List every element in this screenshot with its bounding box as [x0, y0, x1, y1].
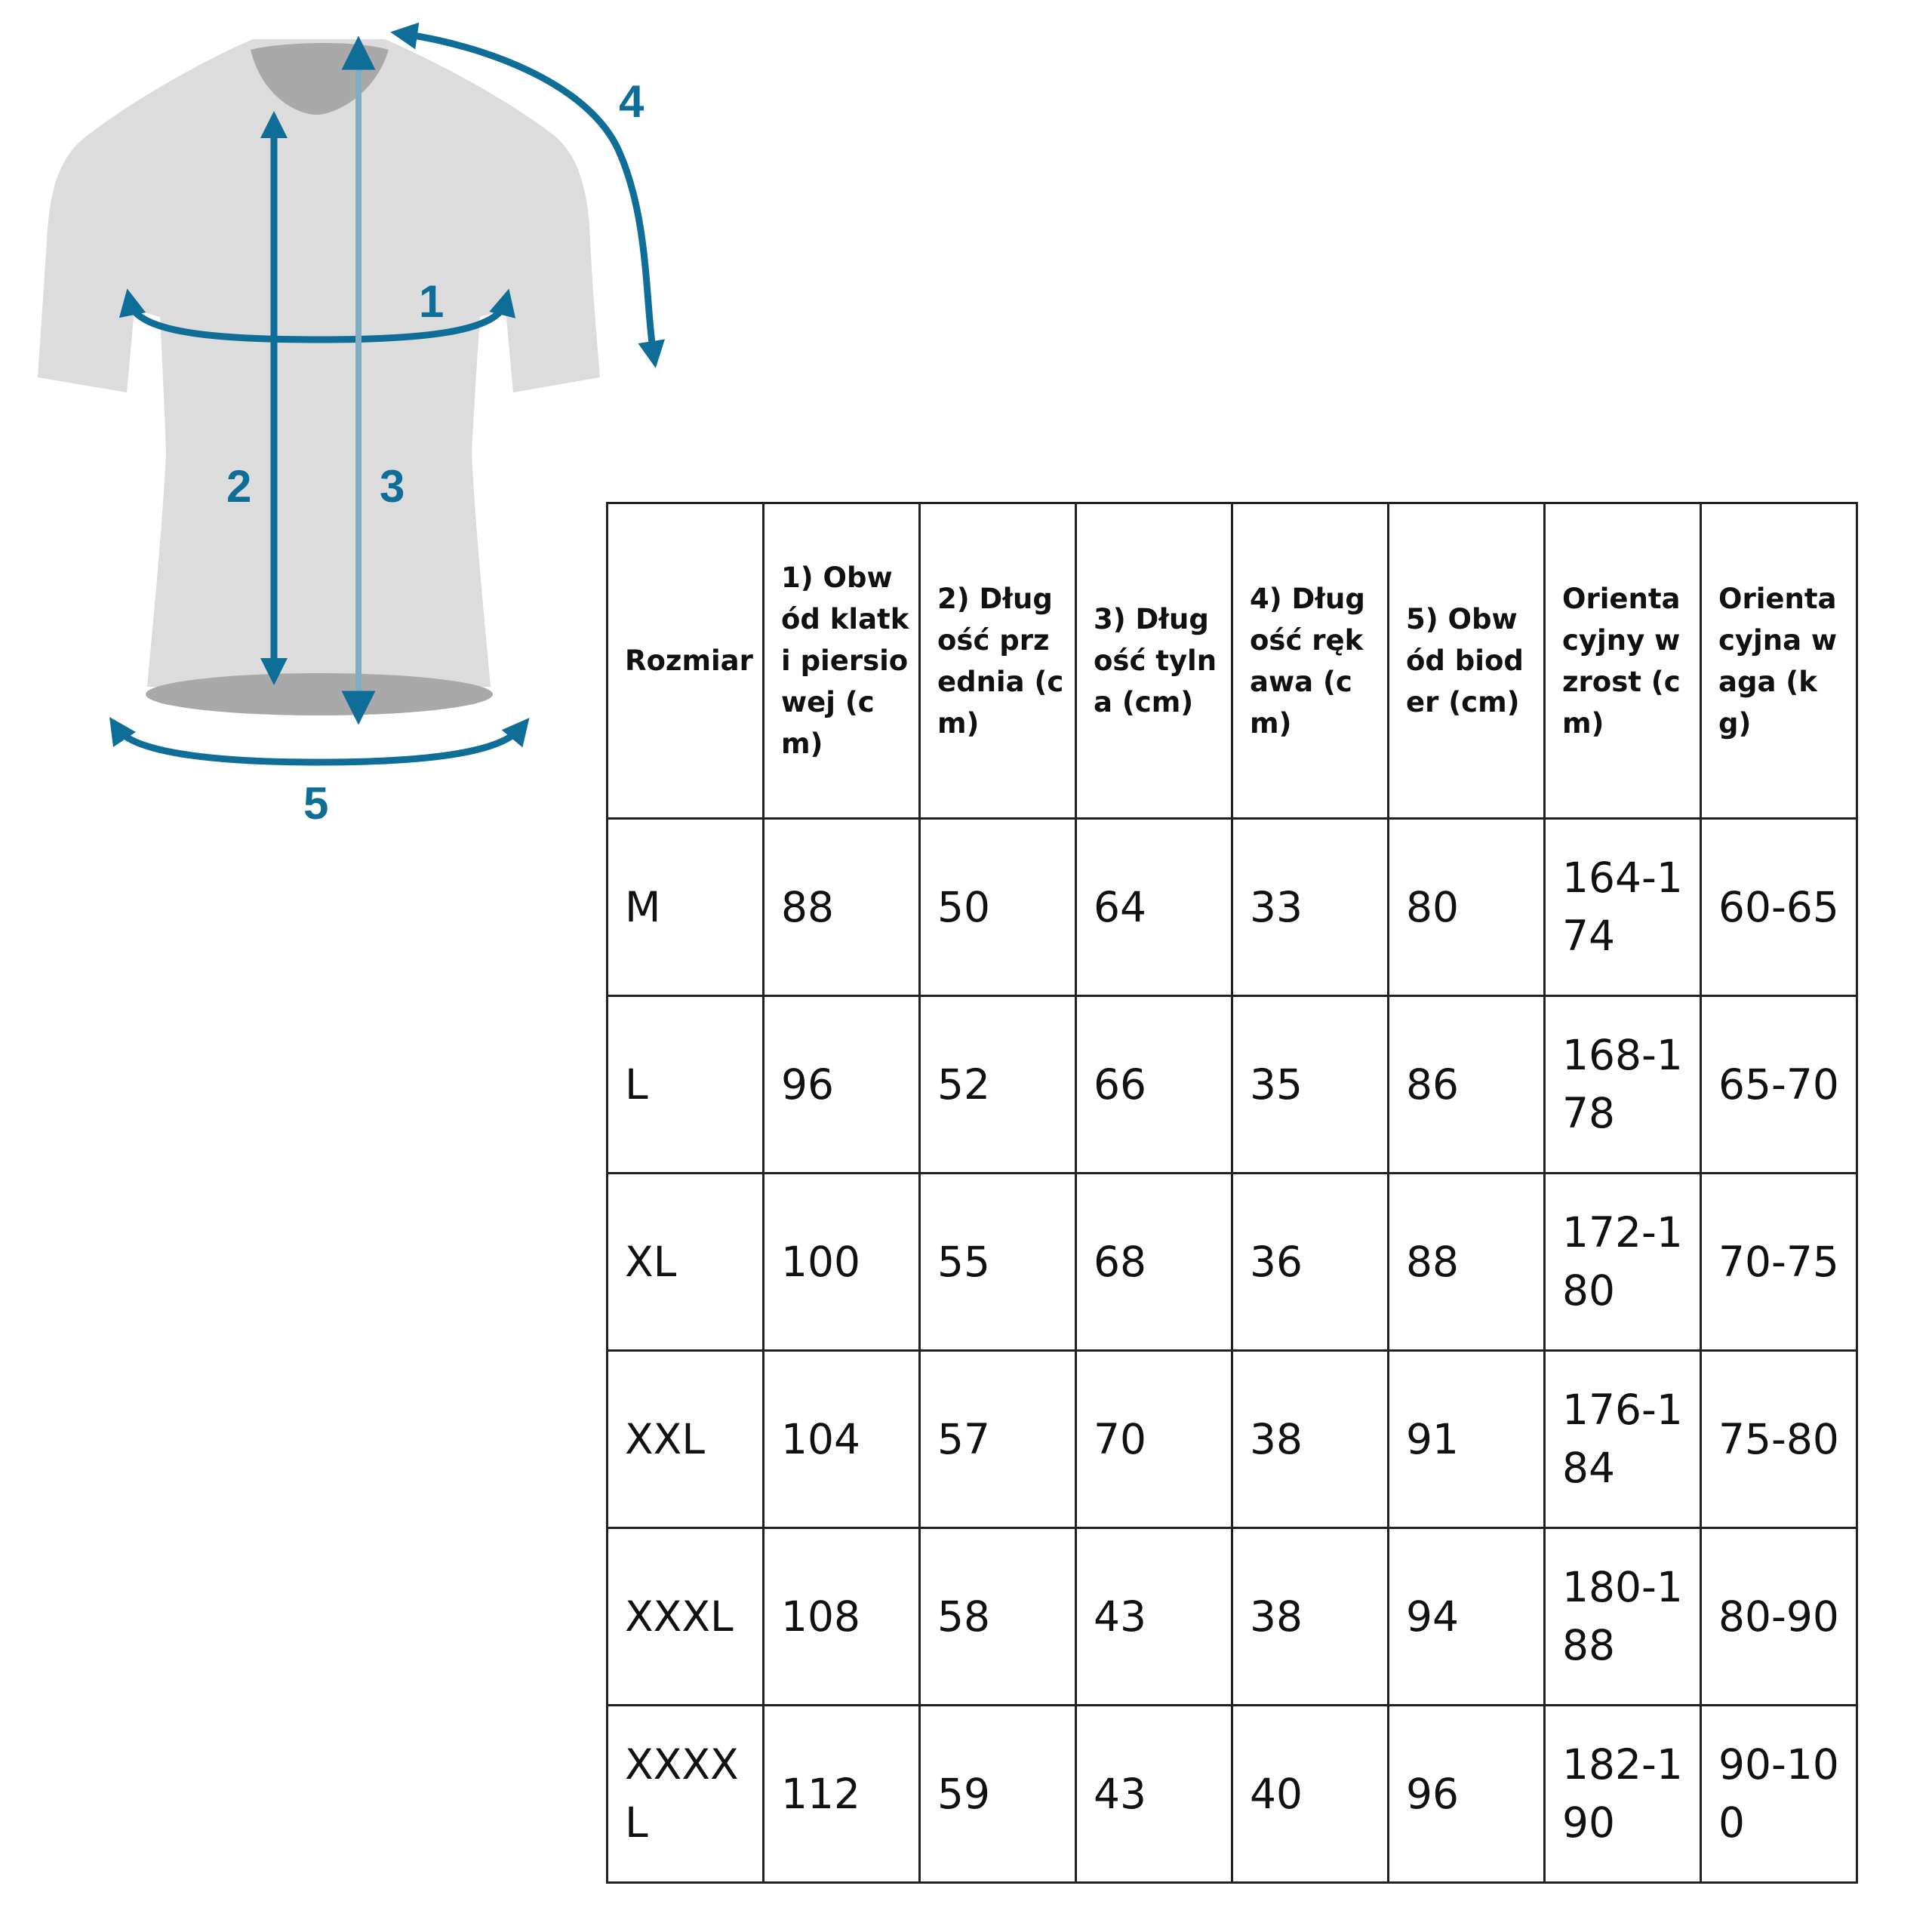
table-cell: 59	[920, 1706, 1076, 1883]
table-cell: 57	[920, 1351, 1076, 1528]
table-cell: 38	[1232, 1351, 1389, 1528]
header-back-length: 3) Długość tylna (cm)	[1076, 503, 1232, 819]
table-cell: 164-174	[1545, 819, 1701, 996]
table-cell: XL	[608, 1174, 764, 1351]
table-cell: 91	[1389, 1351, 1545, 1528]
table-cell: 168-178	[1545, 996, 1701, 1174]
header-size: Rozmiar	[608, 503, 764, 819]
table-cell: 108	[764, 1528, 920, 1706]
header-weight: Orientacyjna waga (kg)	[1701, 503, 1857, 819]
table-cell: 96	[1389, 1706, 1545, 1883]
chest-label: 1	[419, 276, 445, 327]
table-header-row	[608, 503, 1857, 819]
table-cell: 80	[1389, 819, 1545, 996]
table-cell: 43	[1076, 1528, 1232, 1706]
header-hip: 5) Obwód bioder (cm)	[1389, 503, 1545, 819]
table-cell: 86	[1389, 996, 1545, 1174]
table-cell: 55	[920, 1174, 1076, 1351]
table-cell: 94	[1389, 1528, 1545, 1706]
table-cell: 50	[920, 819, 1076, 996]
table-row	[608, 819, 1857, 996]
header-sleeve-length: 4) Długość rękawa (cm)	[1232, 503, 1389, 819]
table-cell: 38	[1232, 1528, 1389, 1706]
table-row	[608, 1706, 1857, 1883]
sleeve-length-label: 4	[619, 76, 645, 127]
table-cell: 70	[1076, 1351, 1232, 1528]
table-cell: XXL	[608, 1351, 764, 1528]
table-cell: 43	[1076, 1706, 1232, 1883]
table-cell: L	[608, 996, 764, 1174]
back-length-label: 3	[380, 461, 405, 512]
table-cell: 112	[764, 1706, 920, 1883]
table-cell: 65-70	[1701, 996, 1857, 1174]
table-cell: M	[608, 819, 764, 996]
hip-arrow-icon	[117, 728, 521, 762]
table-cell: 75-80	[1701, 1351, 1857, 1528]
table-cell: 176-184	[1545, 1351, 1701, 1528]
table-cell: 180-188	[1545, 1528, 1701, 1706]
table-cell: 36	[1232, 1174, 1389, 1351]
table-cell: 35	[1232, 996, 1389, 1174]
table-cell: 96	[764, 996, 920, 1174]
table-cell: 88	[1389, 1174, 1545, 1351]
table-row	[608, 1528, 1857, 1706]
table-cell: XXXXL	[608, 1706, 764, 1883]
shirt-body	[38, 39, 600, 687]
shirt-measurement-diagram	[0, 0, 645, 860]
table-cell: 100	[764, 1174, 920, 1351]
table-cell: 68	[1076, 1174, 1232, 1351]
table-cell: 58	[920, 1528, 1076, 1706]
table-cell: 182-190	[1545, 1706, 1701, 1883]
table-row	[608, 1351, 1857, 1528]
hip-label: 5	[303, 778, 329, 829]
table-cell: 52	[920, 996, 1076, 1174]
table-cell: 80-90	[1701, 1528, 1857, 1706]
hem	[146, 673, 493, 715]
shirt-icon	[0, 0, 645, 860]
table-cell: 40	[1232, 1706, 1389, 1883]
table-row	[608, 996, 1857, 1174]
table-cell: 172-180	[1545, 1174, 1701, 1351]
table-cell: 64	[1076, 819, 1232, 996]
table-cell: XXXL	[608, 1528, 764, 1706]
header-front-length: 2) Długość przednia (cm)	[920, 503, 1076, 819]
size-table	[606, 502, 1858, 1884]
table-cell: 66	[1076, 996, 1232, 1174]
table-row	[608, 1174, 1857, 1351]
table-cell: 70-75	[1701, 1174, 1857, 1351]
table-cell: 33	[1232, 819, 1389, 996]
table-cell: 90-100	[1701, 1706, 1857, 1883]
table-cell: 60-65	[1701, 819, 1857, 996]
front-length-label: 2	[226, 461, 252, 512]
table-cell: 104	[764, 1351, 920, 1528]
header-chest: 1) Obwód klatki piersiowej (cm)	[764, 503, 920, 819]
header-height: Orientacyjny wzrost (cm)	[1545, 503, 1701, 819]
table-cell: 88	[764, 819, 920, 996]
